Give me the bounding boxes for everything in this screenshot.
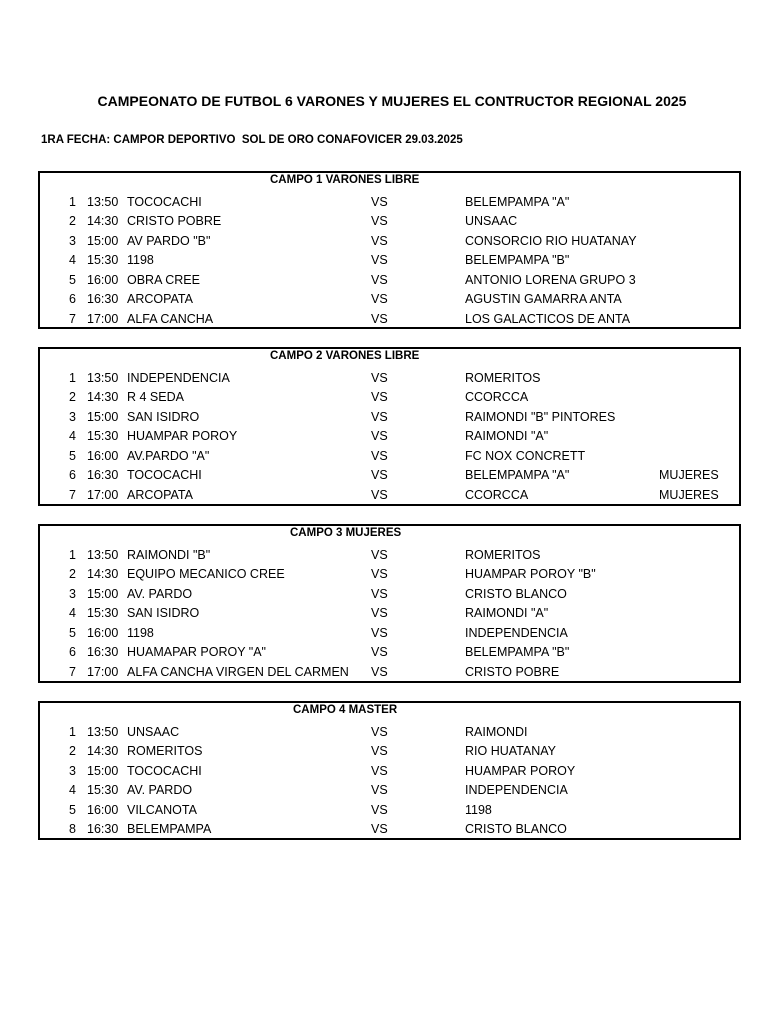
match-number: 2 [69,390,76,404]
match-number: 2 [69,567,76,581]
away-team: INDEPENDENCIA [465,783,568,797]
match-number: 4 [69,783,76,797]
away-team: RAIMONDI "B" PINTORES [465,409,616,424]
match-row [40,643,739,663]
match-row [40,232,739,252]
match-row [40,604,739,624]
match-number: 5 [69,802,76,817]
home-team: 1198 [127,253,154,267]
vs-label: VS [371,547,388,562]
vs-label: VS [371,272,388,287]
home-team: INDEPENDENCIA [127,370,230,385]
vs-label: VS [371,409,388,424]
match-time: 15:00 [87,763,119,778]
campo-title: CAMPO 1 VARONES LIBRE [270,174,420,186]
match-time: 14:30 [87,390,119,404]
match-number: 3 [69,233,76,248]
match-time: 16:00 [87,272,119,287]
home-team: 1198 [127,625,154,640]
match-row [40,193,739,213]
away-team: HUAMPAR POROY "B" [465,567,596,581]
away-team: BELEMPAMPA "B" [465,645,570,659]
match-time: 17:00 [87,311,119,326]
match-number: 1 [69,724,76,739]
match-time: 15:00 [87,586,119,601]
vs-label: VS [371,292,388,306]
match-time: 15:30 [87,606,119,620]
away-team: CRISTO BLANCO [465,822,567,836]
away-team: CRISTO POBRE [465,664,560,679]
home-team: SAN ISIDRO [127,606,200,620]
vs-label: VS [371,311,388,326]
away-team: RAIMONDI [465,724,528,739]
away-team: CONSORCIO RIO HUATANAY [465,233,637,248]
home-team: ARCOPATA [127,487,193,502]
match-number: 1 [69,194,76,209]
category-note: MUJERES [659,487,719,502]
match-time: 16:30 [87,645,119,659]
match-row [40,801,739,821]
match-number: 6 [69,645,76,659]
match-time: 14:30 [87,214,119,228]
vs-label: VS [371,429,388,443]
vs-label: VS [371,783,388,797]
match-number: 7 [69,664,76,679]
vs-label: VS [371,664,388,679]
match-number: 5 [69,272,76,287]
home-team: OBRA CREE [127,272,200,287]
match-number: 2 [69,744,76,758]
vs-label: VS [371,468,388,482]
match-time: 13:50 [87,724,119,739]
campo-title: CAMPO 4 MASTER [293,704,398,716]
match-row [40,742,739,762]
vs-label: VS [371,214,388,228]
match-row [40,663,739,683]
match-number: 1 [69,547,76,562]
match-time: 16:00 [87,625,119,640]
match-time: 16:00 [87,448,119,463]
match-number: 6 [69,292,76,306]
away-team: CRISTO BLANCO [465,586,567,601]
match-number: 8 [69,822,76,836]
match-number: 5 [69,625,76,640]
home-team: AV. PARDO [127,783,193,797]
campo-2-table [38,347,741,506]
match-time: 15:00 [87,409,119,424]
match-time: 15:30 [87,429,119,443]
home-team: R 4 SEDA [127,390,184,404]
match-time: 14:30 [87,567,119,581]
match-row [40,820,739,840]
match-time: 16:30 [87,292,119,306]
home-team: AV PARDO "B" [127,233,211,248]
home-team: ARCOPATA [127,292,193,306]
match-time: 15:00 [87,233,119,248]
match-row [40,251,739,271]
vs-label: VS [371,253,388,267]
vs-label: VS [371,822,388,836]
home-team: TOCOCACHI [127,194,202,209]
away-team: ANTONIO LORENA GRUPO 3 [465,272,636,287]
vs-label: VS [371,567,388,581]
home-team: VILCANOTA [127,802,197,817]
campo-3-table [38,524,741,683]
home-team: SAN ISIDRO [127,409,200,424]
away-team: BELEMPAMPA "B" [465,253,570,267]
home-team: HUAMAPAR POROY "A" [127,645,266,659]
category-note: MUJERES [659,468,719,482]
vs-label: VS [371,586,388,601]
vs-label: VS [371,802,388,817]
match-number: 4 [69,253,76,267]
match-time: 13:50 [87,547,119,562]
match-row [40,369,739,389]
vs-label: VS [371,724,388,739]
match-row [40,290,739,310]
match-time: 16:30 [87,822,119,836]
match-row [40,447,739,467]
away-team: ROMERITOS [465,370,541,385]
vs-label: VS [371,194,388,209]
vs-label: VS [371,487,388,502]
campo-title: CAMPO 2 VARONES LIBRE [270,350,420,362]
home-team: RAIMONDI "B" [127,547,211,562]
match-row [40,466,739,486]
away-team: INDEPENDENCIA [465,625,568,640]
vs-label: VS [371,744,388,758]
match-number: 1 [69,370,76,385]
match-time: 14:30 [87,744,119,758]
away-team: HUAMPAR POROY [465,763,576,778]
match-number: 7 [69,311,76,326]
campo-4-table [38,701,741,840]
campo-title: CAMPO 3 MUJERES [290,527,402,539]
away-team: ROMERITOS [465,547,541,562]
home-team: HUAMPAR POROY [127,429,238,443]
match-number: 7 [69,487,76,502]
away-team: LOS GALACTICOS DE ANTA [465,311,631,326]
document-subtitle: 1RA FECHA: CAMPOR DEPORTIVO SOL DE ORO CONAFOVICER 29.03.2025 [41,134,463,146]
match-time: 17:00 [87,487,119,502]
match-number: 3 [69,586,76,601]
vs-label: VS [371,370,388,385]
home-team: TOCOCACHI [127,763,202,778]
home-team: AV.PARDO "A" [127,448,210,463]
home-team: TOCOCACHI [127,468,202,482]
match-row [40,762,739,782]
home-team: ALFA CANCHA [127,311,214,326]
match-time: 15:30 [87,253,119,267]
match-row [40,388,739,408]
document-title: CAMPEONATO DE FUTBOL 6 VARONES Y MUJERES EL CONTRUCTOR REGIONAL 2025 [97,93,687,109]
match-number: 4 [69,429,76,443]
match-time: 16:30 [87,468,119,482]
match-row [40,310,739,330]
away-team: UNSAAC [465,214,518,228]
away-team: RAIMONDI "A" [465,606,549,620]
match-number: 2 [69,214,76,228]
away-team: 1198 [465,802,492,817]
away-team: BELEMPAMPA "A" [465,468,570,482]
match-time: 13:50 [87,194,119,209]
match-row [40,546,739,566]
match-number: 5 [69,448,76,463]
vs-label: VS [371,448,388,463]
away-team: CCORCCA [465,487,529,502]
vs-label: VS [371,606,388,620]
match-number: 6 [69,468,76,482]
match-row [40,271,739,291]
match-row [40,585,739,605]
home-team: ROMERITOS [127,744,203,758]
vs-label: VS [371,390,388,404]
away-team: BELEMPAMPA "A" [465,194,570,209]
away-team: AGUSTIN GAMARRA ANTA [465,292,622,306]
match-number: 3 [69,409,76,424]
match-row [40,212,739,232]
away-team: CCORCCA [465,390,529,404]
away-team: FC NOX CONCRETT [465,448,586,463]
vs-label: VS [371,645,388,659]
home-team: AV. PARDO [127,586,193,601]
match-row [40,486,739,506]
away-team: RAIMONDI "A" [465,429,549,443]
match-row [40,427,739,447]
match-row [40,723,739,743]
campo-1-table [38,171,741,329]
vs-label: VS [371,625,388,640]
match-time: 16:00 [87,802,119,817]
away-team: RIO HUATANAY [465,744,556,758]
match-row [40,408,739,428]
match-number: 3 [69,763,76,778]
home-team: EQUIPO MECANICO CREE [127,567,285,581]
match-time: 15:30 [87,783,119,797]
match-time: 17:00 [87,664,119,679]
vs-label: VS [371,763,388,778]
match-row [40,624,739,644]
home-team: ALFA CANCHA VIRGEN DEL CARMEN [127,664,349,679]
home-team: UNSAAC [127,724,180,739]
match-time: 13:50 [87,370,119,385]
home-team: CRISTO POBRE [127,214,222,228]
home-team: BELEMPAMPA [127,822,212,836]
match-row [40,781,739,801]
vs-label: VS [371,233,388,248]
match-number: 4 [69,606,76,620]
match-row [40,565,739,585]
